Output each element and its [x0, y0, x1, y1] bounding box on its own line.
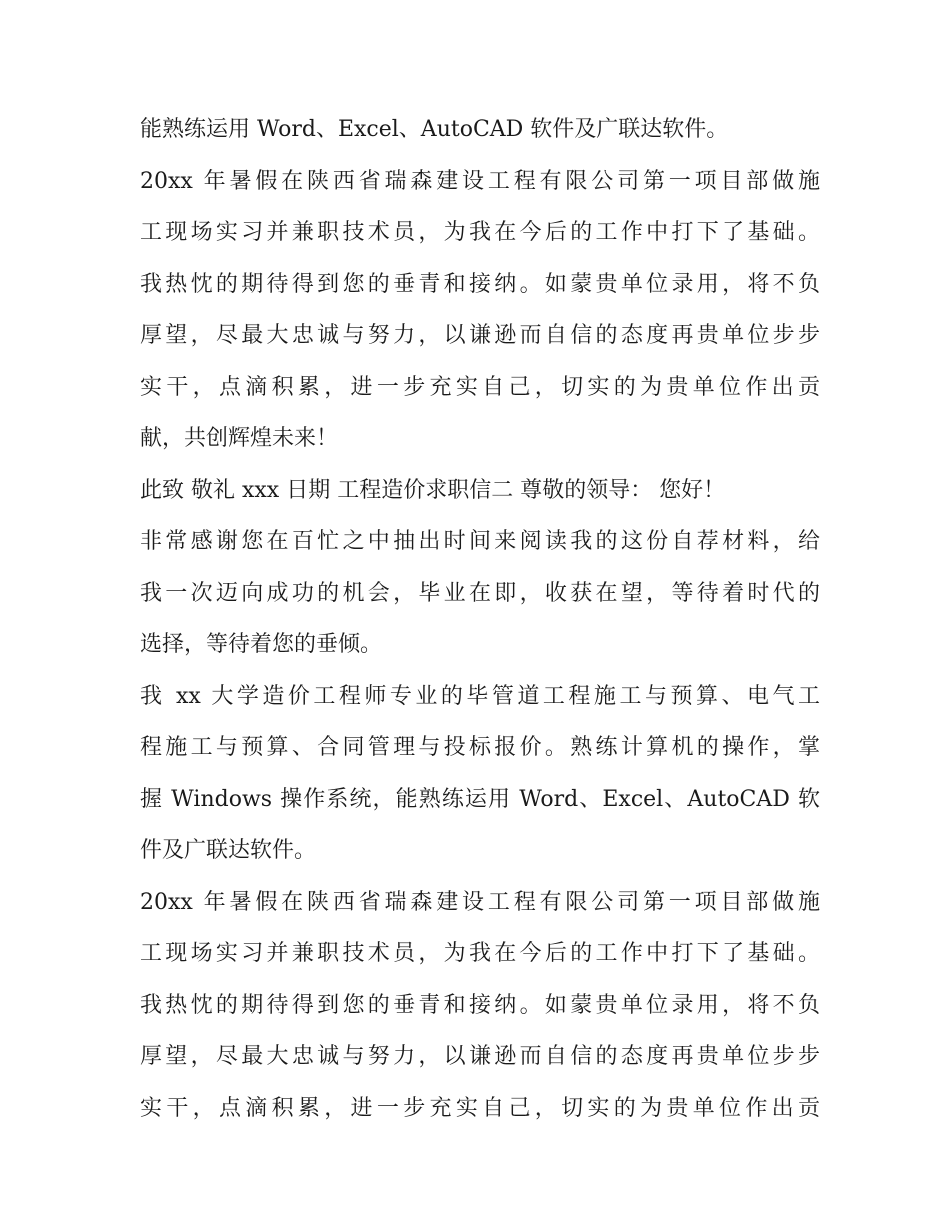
text-line: 工现场实习并兼职技术员，为我在今后的工作中打下了基础。 [140, 220, 820, 245]
text-line: 选择，等待着您的垂倾。 [140, 632, 383, 657]
text-line: 程施工与预算、合同管理与投标报价。熟练计算机的操作，掌 [140, 735, 820, 760]
text-line: 实干，点滴积累，进一步充实自己，切实的为贵单位作出贡 [140, 374, 820, 400]
text-line: 我热忱的期待得到您的垂青和接纳。如蒙贵单位录用，将不负 [140, 271, 820, 297]
document-body [140, 104, 820, 1134]
text-line: 能熟练运用 Word、Excel、AutoCAD 软件及广联达软件。 [140, 117, 729, 142]
text-line: 我热忱的期待得到您的垂青和接纳。如蒙贵单位录用，将不负 [140, 992, 820, 1018]
text-line: 非常感谢您在百忙之中抽出时间来阅读我的这份自荐材料，给 [140, 529, 820, 554]
text-line: 实干，点滴积累，进一步充实自己，切实的为贵单位作出贡 [140, 1095, 820, 1121]
text-line: 厚望，尽最大忠诚与努力，以谦逊而自信的态度再贵单位步步 [140, 1044, 820, 1069]
text-line: 件及广联达软件。 [140, 838, 317, 863]
text-line: 20xx 年暑假在陕西省瑞森建设工程有限公司第一项目部做施 [140, 168, 820, 194]
text-line: 此致 敬礼 xxx 日期 工程造价求职信二 尊敬的领导： 您好！ [140, 477, 726, 503]
text-line: 厚望，尽最大忠诚与努力，以谦逊而自信的态度再贵单位步步 [140, 323, 820, 348]
text-line: 工现场实习并兼职技术员，为我在今后的工作中打下了基础。 [140, 941, 820, 966]
text-line: 握 Windows 操作系统，能熟练运用 Word、Excel、AutoCAD 软 [140, 786, 820, 812]
text-line: 我一次迈向成功的机会，毕业在即，收获在望，等待着时代的 [140, 580, 820, 606]
text-line: 我 xx 大学造价工程师专业的毕管道工程施工与预算、电气工 [140, 683, 820, 709]
text-line: 20xx 年暑假在陕西省瑞森建设工程有限公司第一项目部做施 [140, 889, 820, 915]
text-line: 献，共创辉煌未来！ [140, 426, 339, 451]
